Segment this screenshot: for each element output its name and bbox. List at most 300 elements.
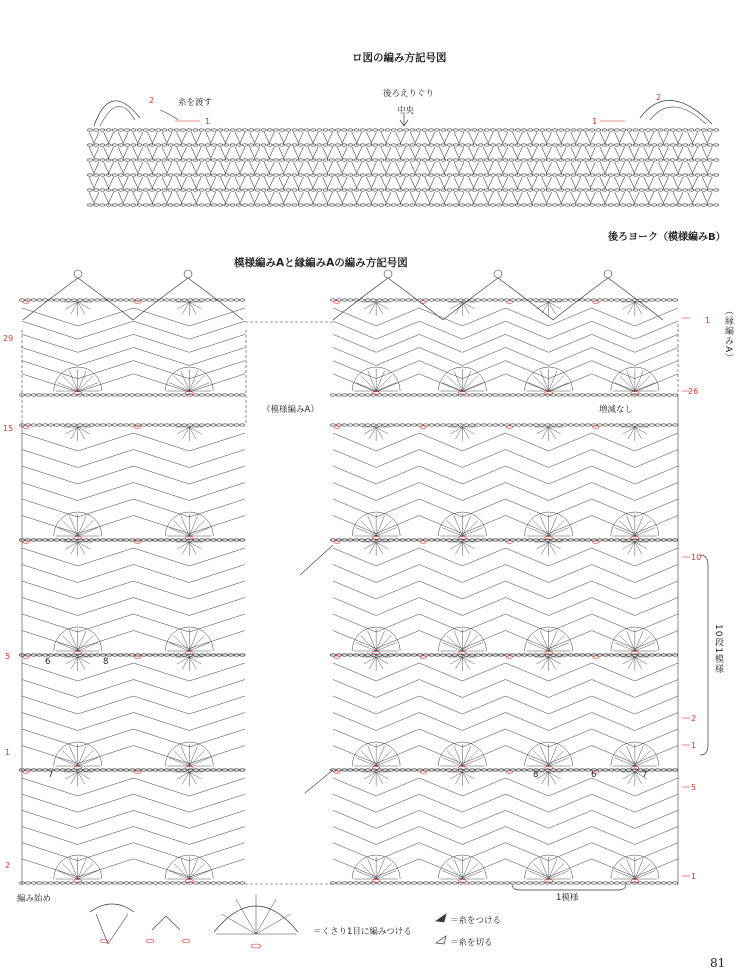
chain-stitch — [391, 144, 396, 146]
chain-stitch — [410, 129, 415, 131]
v-stitch — [118, 132, 128, 143]
chain-stitch — [385, 129, 390, 131]
chain-stitch — [156, 174, 161, 176]
chain-stitch — [412, 654, 417, 656]
chain-stitch — [176, 539, 181, 541]
chain-stitch — [645, 144, 650, 146]
v-stitch — [585, 162, 595, 173]
zigzag-row — [419, 348, 505, 366]
page-number: 81 — [710, 956, 726, 970]
v-stitch — [220, 177, 230, 188]
chain-stitch — [470, 654, 475, 656]
chain-stitch — [472, 159, 477, 161]
chain-stitch — [48, 539, 53, 541]
chain-stitch — [143, 174, 148, 176]
chain-stitch — [149, 174, 154, 176]
chain-stitch — [577, 159, 582, 161]
chain-stitch — [240, 539, 245, 541]
v-stitch — [439, 177, 449, 188]
chain-stitch — [475, 394, 480, 396]
chain-stitch — [131, 144, 136, 146]
red-chain — [507, 656, 513, 659]
chain-stitch — [452, 424, 457, 426]
chain-stitch — [205, 129, 210, 131]
chain-stitch — [435, 424, 440, 426]
chain-stitch — [130, 769, 135, 771]
chain-stitch — [83, 394, 88, 396]
chain-stitch — [478, 144, 483, 146]
fan-stitch — [189, 635, 205, 651]
chain-stitch — [534, 129, 539, 131]
chain-stitch — [365, 424, 370, 426]
chain-stitch — [466, 129, 471, 131]
v-stitch — [118, 147, 128, 158]
chain-stitch — [435, 204, 440, 206]
zigzag-row — [419, 450, 505, 468]
chain-stitch — [453, 159, 458, 161]
v-stitch — [688, 192, 698, 203]
chain-stitch — [472, 174, 477, 176]
chain-stitch — [95, 299, 100, 301]
v-stitch — [220, 132, 230, 143]
chain-stitch — [342, 129, 347, 131]
chain-stitch — [453, 144, 458, 146]
chain-stitch — [441, 424, 446, 426]
chain-stitch — [25, 394, 30, 396]
chain-stitch — [397, 174, 402, 176]
chain-stitch — [493, 299, 498, 301]
peak-picot — [494, 270, 502, 278]
row-1-right-mid: 1 — [691, 741, 697, 750]
zigzag-row — [506, 827, 592, 845]
chain-stitch — [240, 424, 245, 426]
chain-stitch — [94, 204, 99, 206]
chain-stitch — [673, 769, 678, 771]
chain-stitch — [487, 299, 492, 301]
chain-stitch — [645, 174, 650, 176]
chain-stitch — [652, 174, 657, 176]
chain-stitch — [638, 654, 643, 656]
zigzag-row — [506, 598, 592, 616]
chain-stitch — [153, 394, 158, 396]
chain-stitch — [568, 882, 573, 884]
chain-stitch — [435, 189, 440, 191]
chain-stitch — [621, 159, 626, 161]
chain-stitch — [188, 539, 193, 541]
chain-stitch — [286, 174, 291, 176]
chain-stitch — [124, 424, 129, 426]
zigzag-row — [333, 483, 419, 501]
chain-stitch — [60, 299, 65, 301]
chain-stitch — [236, 129, 241, 131]
chain-stitch — [422, 129, 427, 131]
chain-stitch — [667, 882, 672, 884]
chain-stitch — [406, 299, 411, 301]
chain-stitch — [348, 769, 353, 771]
chain-stitch — [516, 394, 521, 396]
chain-stitch — [487, 654, 492, 656]
chain-stitch — [72, 424, 77, 426]
v-stitch — [425, 192, 435, 203]
chain-stitch — [222, 882, 227, 884]
chain-stitch — [459, 129, 464, 131]
chain-stitch — [188, 424, 193, 426]
v-stitch — [381, 177, 391, 188]
zigzag-row — [134, 321, 246, 339]
chain-stitch — [539, 769, 544, 771]
chain-stitch — [609, 654, 614, 656]
chain-stitch — [330, 394, 335, 396]
v-stitch — [264, 132, 274, 143]
chain-stitch — [540, 144, 545, 146]
chain-stitch — [354, 424, 359, 426]
chain-stitch — [435, 769, 440, 771]
v-stitch — [191, 147, 201, 158]
v-stitch — [644, 132, 654, 143]
chain-stitch — [621, 189, 626, 191]
chain-stitch — [493, 654, 498, 656]
chain-stitch — [176, 769, 181, 771]
v-stitch — [264, 147, 274, 158]
chain-stitch — [673, 424, 678, 426]
chain-stitch — [522, 882, 527, 884]
chain-stitch — [670, 129, 675, 131]
chain-stitch — [412, 769, 417, 771]
v-stitch — [658, 147, 668, 158]
chain-stitch — [614, 189, 619, 191]
chain-stitch — [143, 144, 148, 146]
chain-stitch — [667, 654, 672, 656]
chain-stitch — [528, 539, 533, 541]
chain-stitch — [95, 769, 100, 771]
chain-stitch — [608, 159, 613, 161]
chain-stitch — [510, 882, 515, 884]
chain-stitch — [577, 144, 582, 146]
v-stitch — [498, 192, 508, 203]
chain-stitch — [644, 539, 649, 541]
zigzag-row — [134, 598, 246, 616]
chain-stitch — [416, 189, 421, 191]
chain-stitch — [211, 189, 216, 191]
chain-stitch — [446, 299, 451, 301]
chain-stitch — [205, 159, 210, 161]
inner-num-6: 6 — [45, 657, 51, 667]
chain-stitch — [335, 174, 340, 176]
chain-stitch — [240, 299, 245, 301]
chain-stitch — [391, 159, 396, 161]
chain-stitch — [37, 769, 42, 771]
chain-stitch — [673, 394, 678, 396]
chain-stitch — [714, 204, 719, 206]
chain-stitch — [652, 159, 657, 161]
chain-stitch — [580, 424, 585, 426]
corner-arch-right — [640, 100, 712, 124]
chain-stitch — [292, 159, 297, 161]
chain-stitch — [661, 394, 666, 396]
zigzag-row — [592, 810, 678, 828]
v-stitch — [352, 132, 362, 143]
chain-stitch — [147, 769, 152, 771]
v-stitch — [688, 132, 698, 143]
chain-stitch — [87, 144, 92, 146]
chain-stitch — [348, 882, 353, 884]
v-stitch — [410, 132, 420, 143]
chain-stitch — [255, 144, 260, 146]
chain-stitch — [131, 129, 136, 131]
v-stitch — [542, 192, 552, 203]
chain-stitch — [273, 204, 278, 206]
chain-stitch — [162, 129, 167, 131]
v-stitch — [381, 192, 391, 203]
chain-stitch — [695, 189, 700, 191]
chain-stitch — [714, 144, 719, 146]
chain-stitch — [533, 539, 538, 541]
v-stitch — [337, 147, 347, 158]
chain-stitch — [83, 882, 88, 884]
chain-stitch — [261, 129, 266, 131]
chain-stitch — [240, 769, 245, 771]
chain-stitch — [620, 539, 625, 541]
chain-stitch — [222, 654, 227, 656]
chain-stitch — [428, 189, 433, 191]
chain-stitch — [586, 654, 591, 656]
v-stitch — [104, 147, 114, 158]
chain-stitch — [551, 654, 556, 656]
chain-stitch — [118, 189, 123, 191]
chain-stitch — [348, 129, 353, 131]
chain-stitch — [546, 189, 551, 191]
zigzag-row — [506, 334, 592, 352]
chain-stitch — [441, 769, 446, 771]
peak-picot — [74, 270, 82, 278]
v-stitch — [133, 147, 143, 158]
chain-stitch — [400, 882, 405, 884]
chain-stitch — [359, 769, 364, 771]
chain-stitch — [298, 174, 303, 176]
chain-stitch — [609, 539, 614, 541]
chain-stitch — [211, 539, 216, 541]
chain-stitch — [222, 539, 227, 541]
pass-yarn-label: 糸を渡す — [178, 98, 213, 108]
v-stitch — [177, 147, 187, 158]
chain-stitch — [661, 882, 666, 884]
zigzag-row — [592, 466, 678, 484]
chain-stitch — [655, 394, 660, 396]
chain-stitch — [609, 299, 614, 301]
chain-stitch — [394, 299, 399, 301]
chain-stitch — [559, 129, 564, 131]
chain-stitch — [211, 159, 216, 161]
chain-stitch — [224, 159, 229, 161]
chain-stitch — [521, 129, 526, 131]
chain-stitch — [329, 159, 334, 161]
zigzag-row — [134, 794, 246, 812]
chain-stitch — [348, 394, 353, 396]
fan-stitch — [174, 520, 190, 536]
zigzag-row — [134, 334, 246, 352]
zigzag-row — [333, 827, 419, 845]
chain-stitch — [388, 299, 393, 301]
zigzag-row — [134, 450, 246, 468]
chain-stitch — [620, 424, 625, 426]
chain-stitch — [676, 159, 681, 161]
chain-stitch — [182, 299, 187, 301]
chain-stitch — [493, 424, 498, 426]
chain-stitch — [649, 539, 654, 541]
chain-stitch — [422, 144, 427, 146]
v-stitch — [279, 177, 289, 188]
chain-stitch — [596, 204, 601, 206]
chain-stitch — [141, 394, 146, 396]
chain-stitch — [497, 204, 502, 206]
chain-stitch — [112, 539, 117, 541]
v-stitch — [279, 147, 289, 158]
v-stitch — [337, 177, 347, 188]
chain-stitch — [645, 204, 650, 206]
chain-stitch — [447, 174, 452, 176]
chain-stitch — [565, 174, 570, 176]
chain-stitch — [317, 204, 322, 206]
chain-stitch — [66, 882, 71, 884]
chain-stitch — [695, 144, 700, 146]
v-stitch — [585, 192, 595, 203]
chain-stitch — [428, 174, 433, 176]
chain-stitch — [400, 769, 405, 771]
chain-stitch — [639, 204, 644, 206]
chain-stitch — [497, 144, 502, 146]
chain-stitch — [655, 424, 660, 426]
chain-stitch — [596, 159, 601, 161]
chain-stitch — [317, 129, 322, 131]
chain-stitch — [211, 174, 216, 176]
v-stitch — [644, 177, 654, 188]
chain-stitch — [583, 159, 588, 161]
chain-stitch — [130, 539, 135, 541]
chain-stitch — [539, 882, 544, 884]
v-stitch — [293, 162, 303, 173]
chain-stitch — [100, 159, 105, 161]
chain-stitch — [522, 769, 527, 771]
fan-stitch — [62, 635, 78, 651]
chain-stitch — [441, 882, 446, 884]
chain-stitch — [125, 129, 130, 131]
chain-stitch — [661, 424, 666, 426]
chain-stitch — [516, 539, 521, 541]
chain-stitch — [429, 769, 434, 771]
chain-stitch — [658, 144, 663, 146]
chain-stitch — [557, 769, 562, 771]
chain-stitch — [153, 424, 158, 426]
chain-stitch — [435, 299, 440, 301]
chain-stitch — [608, 174, 613, 176]
chain-stitch — [54, 424, 59, 426]
chain-stitch — [159, 882, 164, 884]
chain-stitch — [43, 882, 48, 884]
chain-stitch — [639, 189, 644, 191]
v-stitch — [366, 192, 376, 203]
v-stitch — [323, 132, 333, 143]
peak-picot — [384, 270, 392, 278]
chain-stitch — [125, 144, 130, 146]
chain-stitch — [141, 769, 146, 771]
chain-stitch — [499, 539, 504, 541]
chain-stitch — [504, 882, 509, 884]
chain-stitch — [580, 769, 585, 771]
chain-stitch — [661, 769, 666, 771]
chain-stitch — [435, 129, 440, 131]
chain-stitch — [366, 189, 371, 191]
chain-stitch — [205, 882, 210, 884]
chain-stitch — [60, 424, 65, 426]
zigzag-row — [333, 334, 419, 352]
chain-stitch — [101, 424, 106, 426]
zigzag-row — [22, 794, 134, 812]
chain-stitch — [388, 424, 393, 426]
v-stitch — [177, 162, 187, 173]
chain-stitch — [459, 174, 464, 176]
chain-stitch — [580, 394, 585, 396]
zigzag-row — [333, 321, 419, 339]
v-stitch — [673, 162, 683, 173]
chain-stitch — [199, 299, 204, 301]
chain-stitch — [416, 129, 421, 131]
chain-stitch — [37, 299, 42, 301]
v-stitch — [162, 162, 172, 173]
v-stitch — [337, 162, 347, 173]
zigzag-row — [506, 810, 592, 828]
chain-stitch — [205, 299, 210, 301]
chain-stitch — [193, 129, 198, 131]
chain-stitch — [475, 424, 480, 426]
v-stitch — [206, 147, 216, 158]
zigzag-row — [134, 466, 246, 484]
chain-stitch — [125, 204, 130, 206]
chain-stitch — [394, 539, 399, 541]
chain-stitch — [649, 769, 654, 771]
chain-stitch — [101, 394, 106, 396]
chain-stitch — [124, 394, 129, 396]
v-stitch — [396, 147, 406, 158]
zigzag-row — [592, 321, 678, 339]
chain-stitch — [562, 394, 567, 396]
v-stitch — [250, 192, 260, 203]
chain-stitch — [255, 204, 260, 206]
chain-stitch — [557, 299, 562, 301]
chain-stitch — [224, 144, 229, 146]
v-stitch — [527, 177, 537, 188]
v-stitch — [585, 177, 595, 188]
chain-stitch — [515, 144, 520, 146]
chain-stitch — [199, 129, 204, 131]
chain-stitch — [329, 129, 334, 131]
chain-stitch — [404, 159, 409, 161]
chain-stitch — [412, 882, 417, 884]
chain-stitch — [365, 882, 370, 884]
chain-stitch — [614, 204, 619, 206]
zigzag-row — [506, 321, 592, 339]
chain-stitch — [490, 174, 495, 176]
chain-stitch — [522, 539, 527, 541]
chain-stitch — [552, 129, 557, 131]
chain-stitch — [348, 539, 353, 541]
zigzag-row — [333, 565, 419, 583]
chain-stitch — [147, 539, 152, 541]
chain-stitch — [31, 769, 36, 771]
chain-stitch — [583, 174, 588, 176]
chain-stitch — [603, 769, 608, 771]
v-stitch — [629, 132, 639, 143]
v-stitch — [220, 192, 230, 203]
